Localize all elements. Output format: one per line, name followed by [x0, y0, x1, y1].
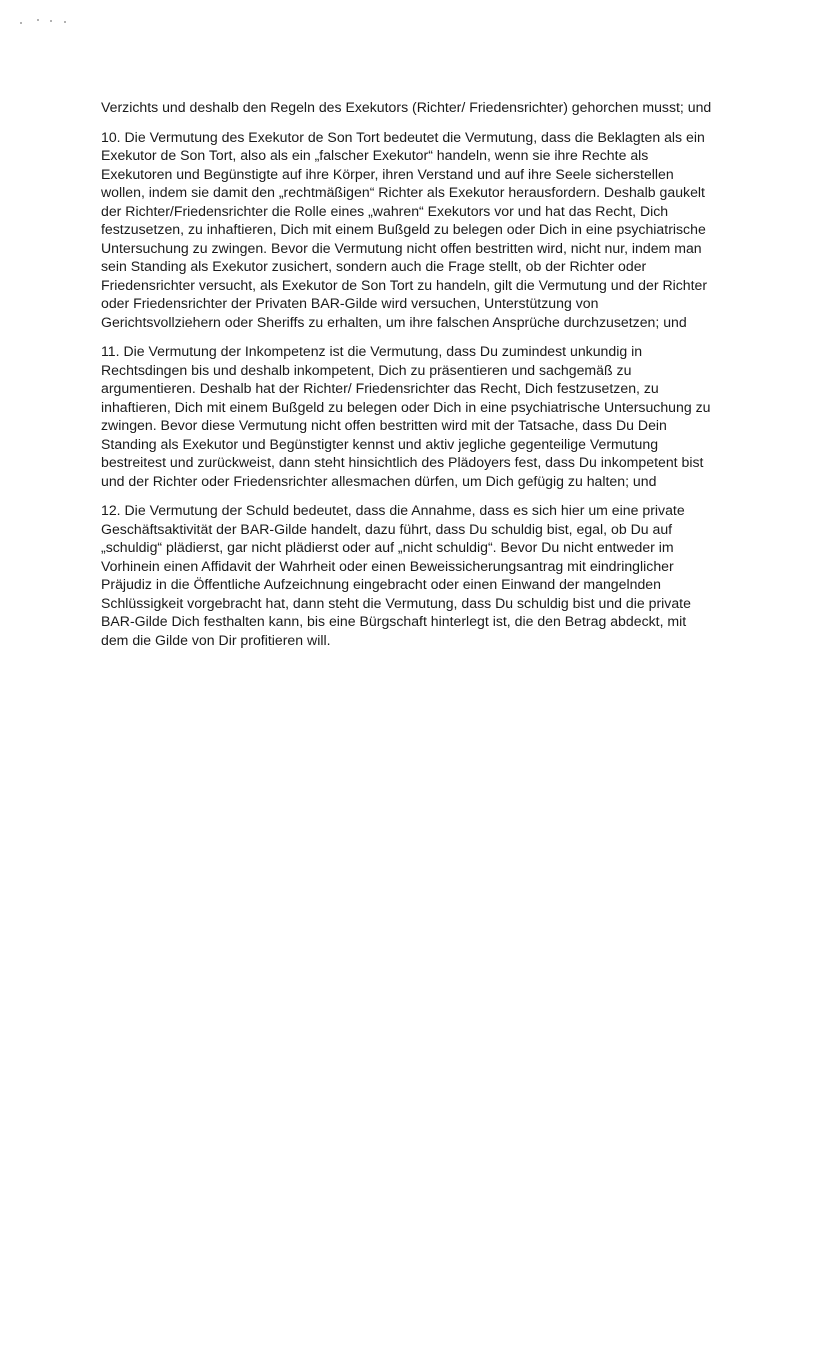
paragraph-10: 10. Die Vermutung des Exekutor de Son Tort bedeutet die Vermutung, dass die Beklagten als ein Exekutor de Son Tort, also als ein „falscher Exekutor“ handeln, wenn sie ihre Rechte als Exekutoren und Begünstigte auf ihre Körper, ihren Verstand und auf ihre Seele sicherstellen wollen, indem sie damit den „rechtmäßigen“ Richter als Exekutor herausfordern. Deshalb gaukelt der Richter/Friedensrichter die Rolle eines „wahren“ Exekutors vor und hat das Recht, Dich festzusetzen, zu inhaftieren, Dich mit einem Bußgeld zu belegen oder Dich in eine psychiatrische Untersuchung zu zwingen. Bevor die Vermutung nicht offen bestritten wird, nicht nur, indem man sein Standing als Exekutor zusichert, sondern auch die Frage stellt, ob der Richter oder Friedensrichter versucht, als Exekutor de Son Tort zu handeln, gilt die Vermutung und der Richter oder Friedensrichter der Privaten BAR-Gilde wird versuchen, Unterstützung von Gerichtsvollziehern oder Sheriffs zu erhalten, um ihre falschen Ansprüche durchzusetzen; und [101, 128, 708, 330]
paragraph-11: 11. Die Vermutung der Inkompetenz ist die Vermutung, dass Du zumindest unkundig in Rechtsdingen bis und deshalb inkompetent, Dich zu präsentieren und sachgemäß zu argumentieren. Deshalb hat der Richter/ Friedensrichter das Recht, Dich festzusetzen, zu inhaftieren, Dich mit einem Bußgeld zu belegen oder Dich in eine psychiatrische Untersuchung zu zwingen. Bevor diese Vermutung nicht offen bestritten wird mit der Tatsache, dass Du Dein Standing als Exekutor und Begünstigter kennst und aktiv jegliche gegenteilige Vermutung bestreitest und zurückweist, dann steht hinsichtlich des Plädoyers fest, dass Du inkompetent bist und der Richter oder Friedensrichter allesmachen dürfen, um Dich gefügig zu halten; und [101, 343, 711, 489]
paragraph-12: 12. Die Vermutung der Schuld bedeutet, dass die Annahme, dass es sich hier um eine private Geschäftsaktivität der BAR-Gilde handelt, dazu führt, dass Du schuldig bist, egal, ob Du auf „schuldig“ plädierst, gar nicht plädierst oder auf „nicht schuldig“. Bevor Du nicht entweder im Vorhinein einen Affidavit der Wahrheit oder einen Beweissicherungsantrag mit eindringlicher Präjudiz in die Öffentliche Aufzeichnung eingebracht oder einen Einwand der mangelnden Schlüssigkeit vorgebracht hat, dann steht die Vermutung, dass Du schuldig bist und die private BAR-Gilde Dich festhalten kann, bis eine Bürgschaft hinterlegt ist, die den Betrag abdeckt, mit dem die Gilde von Dir profitieren will. [101, 502, 691, 648]
scan-artifact [20, 16, 80, 26]
document-body [101, 98, 717, 660]
paragraph-continuation: Verzichts und deshalb den Regeln des Exekutors (Richter/ Friedensrichter) gehorchen musst; und [101, 99, 712, 115]
